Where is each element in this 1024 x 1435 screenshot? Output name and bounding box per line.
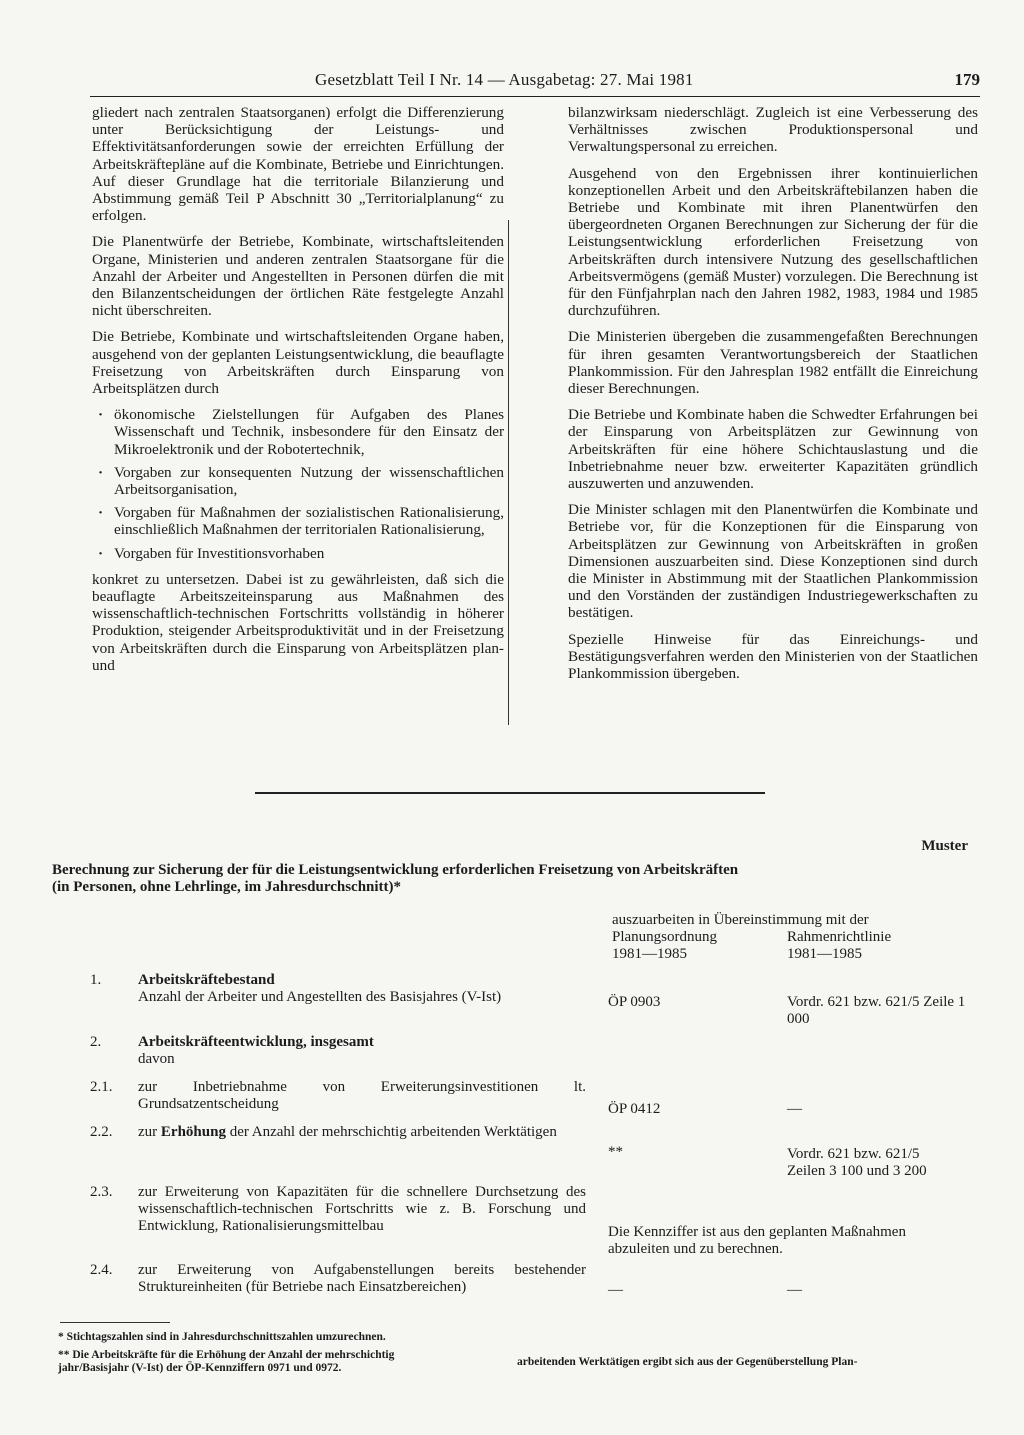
form-title-line: (in Personen, ohne Lehrlinge, im Jahresdurchschnitt)*: [52, 879, 402, 895]
paragraph: konkret zu untersetzen. Dabei ist zu gewährleisten, daß sich die beauflagte Arbeitszeiteinsparung aus Maßnahmen des wissenschaftlich-technischen Fortschritts vollständig in höherer Produktion, steigender Arbeitsproduktivität und in der Freisetzung von Arbeitskräften durch die Einsparung von Arbeitsplätzen plan- und: [92, 570, 504, 674]
row-text-pre: zur: [138, 1124, 158, 1140]
row-col2: —: [787, 1282, 802, 1298]
col1-header-name: Planungsordnung: [612, 929, 717, 945]
column-header-main: auszuarbeiten in Übereinstimmung mit der: [612, 912, 869, 928]
footnote-rule: [60, 1322, 170, 1323]
row-number: 2.: [90, 1034, 102, 1050]
row-text: zur Erweiterung von Aufgabenstellungen bereits bestehender Struktureinheiten (für Betriebe nach Einsatzbereichen): [138, 1262, 586, 1295]
row-text-emphasis: Erhöhung: [160, 1124, 226, 1140]
row-col2: —: [787, 1101, 802, 1117]
row-description: [138, 1034, 586, 1068]
column-header-sub: [612, 929, 942, 963]
paragraph: gliedert nach zentralen Staatsorganen) erfolgt die Differenzierung unter Berücksichtigung der Leistungs- und Effektivitätsanforderungen sowie der erreichten Erfüllung der Arbeitskräftepläne auf die Kombinate, Betriebe und Einrichtungen. Auf dieser Grundlage hat die territoriale Bilanzierung und Abstimmung gemäß Teil P Abschnitt 30 „Territorialplanung“ zu erfolgen.: [92, 104, 504, 225]
right-column: [568, 104, 978, 691]
paragraph: Die Betriebe und Kombinate haben die Schwedter Erfahrungen bei der Einsparung von Arbeitsplätzen zur Gewinnung von Arbeitskräften für eine höhere Schichtauslastung und die Inbetriebnahme neuer bzw. erweiterter Kapazitäten gründlich auszuwerten und anzuwenden.: [568, 406, 978, 493]
col1-header-years: 1981—1985: [612, 946, 687, 962]
paragraph: Ausgehend von den Ergebnissen ihrer kontinuierlichen konzeptionellen Arbeit und den Arbeitskräftebilanzen haben die Betriebe und Kombinate mit ihren Planentwürfen den übergeordneten Organen Berechnungen zur Sicherung der für die Leistungsentwicklung erforderlichen Freisetzung von Arbeitskräften durch intensivere Nutzung des gesellschaftlichen Arbeitsvermögens (gemäß Muster) vorzulegen. Die Berechnung ist für den Fünfjahrplan nach den Jahren 1982, 1983, 1984 und 1985 durchzuführen.: [568, 164, 978, 320]
form-title: [52, 862, 872, 896]
footnote: jahr/Basisjahr (V-Ist) der ÖP-Kennziffern 0971 und 0972.: [58, 1362, 342, 1374]
list-item: · Vorgaben für Investitionsvorhaben: [92, 545, 504, 562]
row-number: 1.: [90, 972, 102, 988]
row-title: Arbeitskräftebestand: [138, 972, 275, 988]
paragraph: Die Betriebe, Kombinate und wirtschaftsleitenden Organe haben, ausgehend von der geplanten Leistungsentwicklung, die beauflagte Freisetzung von Arbeitskräften durch Einsparung von Arbeitsplätzen durch: [92, 328, 504, 398]
paragraph: Die Planentwürfe der Betriebe, Kombinate, wirtschaftsleitenden Organe, Ministerien und anderen zentralen Staatsorgane für die Anzahl der Arbeiter und Angestellten in Personen dürfen die mit den Bilanzentscheidungen der örtlichen Räte festgelegte Anzahl nicht überschreiten.: [92, 233, 504, 320]
muster-label: Muster: [921, 838, 968, 854]
row-description: [138, 1124, 586, 1141]
row-text: zur Inbetriebnahme von Erweiterungsinvestitionen lt. Grundsatzentscheidung: [138, 1079, 586, 1112]
list-item: · Vorgaben für Maßnahmen der sozialistischen Rationalisierung, einschließlich Maßnahmen der territorialen Rationalisierung,: [92, 504, 504, 538]
row-number: 2.1.: [90, 1079, 113, 1095]
row-number: 2.2.: [90, 1124, 113, 1140]
row-col1: **: [608, 1144, 623, 1160]
list-item: · Vorgaben zur konsequenten Nutzung der wissenschaftlichen Arbeitsorganisation,: [92, 464, 504, 498]
header-title: Gesetzblatt Teil I Nr. 14 — Ausgabetag: 27. Mai 1981: [315, 70, 694, 89]
page-header: [90, 70, 980, 97]
section-divider: [255, 792, 765, 794]
row-col1: ÖP 0903: [608, 994, 661, 1010]
col2-header-name: Rahmenrichtlinie: [787, 929, 892, 945]
paragraph: Spezielle Hinweise für das Einreichungs- und Bestätigungsverfahren werden den Ministerien von der Staatlichen Plankommission übergeben.: [568, 630, 978, 683]
row-col1: —: [608, 1282, 623, 1298]
column-header: [612, 912, 942, 963]
row-col2: Vordr. 621 bzw. 621/5 Zeilen 3 100 und 3 200: [787, 1146, 927, 1179]
row-text-post: der Anzahl der mehrschichtig arbeitenden Werktätigen: [229, 1124, 557, 1140]
row-col2: Vordr. 621 bzw. 621/5 Zeile 1 000: [787, 994, 966, 1027]
footnote: arbeitenden Werktätigen ergibt sich aus der Gegenüberstellung Plan-: [517, 1356, 858, 1368]
paragraph: bilanzwirksam niederschlägt. Zugleich ist eine Verbesserung des Verhältnisses zwischen Produktionspersonal und Verwaltungspersonal zu erreichen.: [568, 104, 978, 156]
column-divider: [508, 220, 509, 725]
form-title-line: Berechnung zur Sicherung der für die Leistungsentwicklung erforderlichen Freisetzung von Arbeitskräften: [52, 862, 739, 878]
footnote: * Stichtagszahlen sind in Jahresdurchschnittszahlen umzurechnen.: [58, 1331, 386, 1343]
left-column: [92, 104, 504, 683]
paragraph: Die Minister schlagen mit den Planentwürfen die Kombinate und Betriebe vor, für die Konzeptionen für die Einsparung von Arbeitsplätzen zur Gewinnung von Arbeitskräften in großen Dimensionen auszuarbeiten sind. Diese Konzeptionen sind durch die Minister in Abstimmung mit der Staatlichen Plankommission und den Vorständen der zuständigen Industriegewerkschaften zu bestätigen.: [568, 501, 978, 622]
row-number: 2.3.: [90, 1184, 113, 1200]
row-col1: ÖP 0412: [608, 1101, 661, 1117]
list-item: · ökonomische Zielstellungen für Aufgaben des Planes Wissenschaft und Technik, insbesondere für den Einsatz der Mikroelektronik und der Robotertechnik,: [92, 406, 504, 458]
paragraph: Die Ministerien übergeben die zusammengefaßten Berechnungen für ihren gesamten Verantwortungsbereich der Staatlichen Plankommission. Für den Jahresplan 1982 entfällt die Einreichung dieser Berechnungen.: [568, 328, 978, 398]
col2-header: [787, 929, 962, 963]
col1-header: [612, 929, 787, 963]
col2-header-years: 1981—1985: [787, 946, 862, 962]
page-number: 179: [954, 70, 980, 89]
row-text: davon: [138, 1051, 175, 1067]
row-text: Anzahl der Arbeiter und Angestellten des Basisjahres (V-Ist): [138, 989, 502, 1005]
row-number: 2.4.: [90, 1262, 113, 1278]
row-title: Arbeitskräfteentwicklung, insgesamt: [138, 1034, 374, 1050]
row-description: [138, 972, 586, 1006]
footnote: ** Die Arbeitskräfte für die Erhöhung der Anzahl der mehrschichtig: [58, 1349, 395, 1361]
row-col1: Die Kennziffer ist aus den geplanten Maßnahmen abzuleiten und zu berechnen.: [608, 1224, 906, 1257]
bullet-list: [92, 406, 504, 562]
row-text: zur Erweiterung von Kapazitäten für die schnellere Durchsetzung des wissenschaftlich-technischen Fortschritts wie z. B. Forschung und Entwicklung, Rationalisierungsmittelbau: [138, 1184, 586, 1234]
